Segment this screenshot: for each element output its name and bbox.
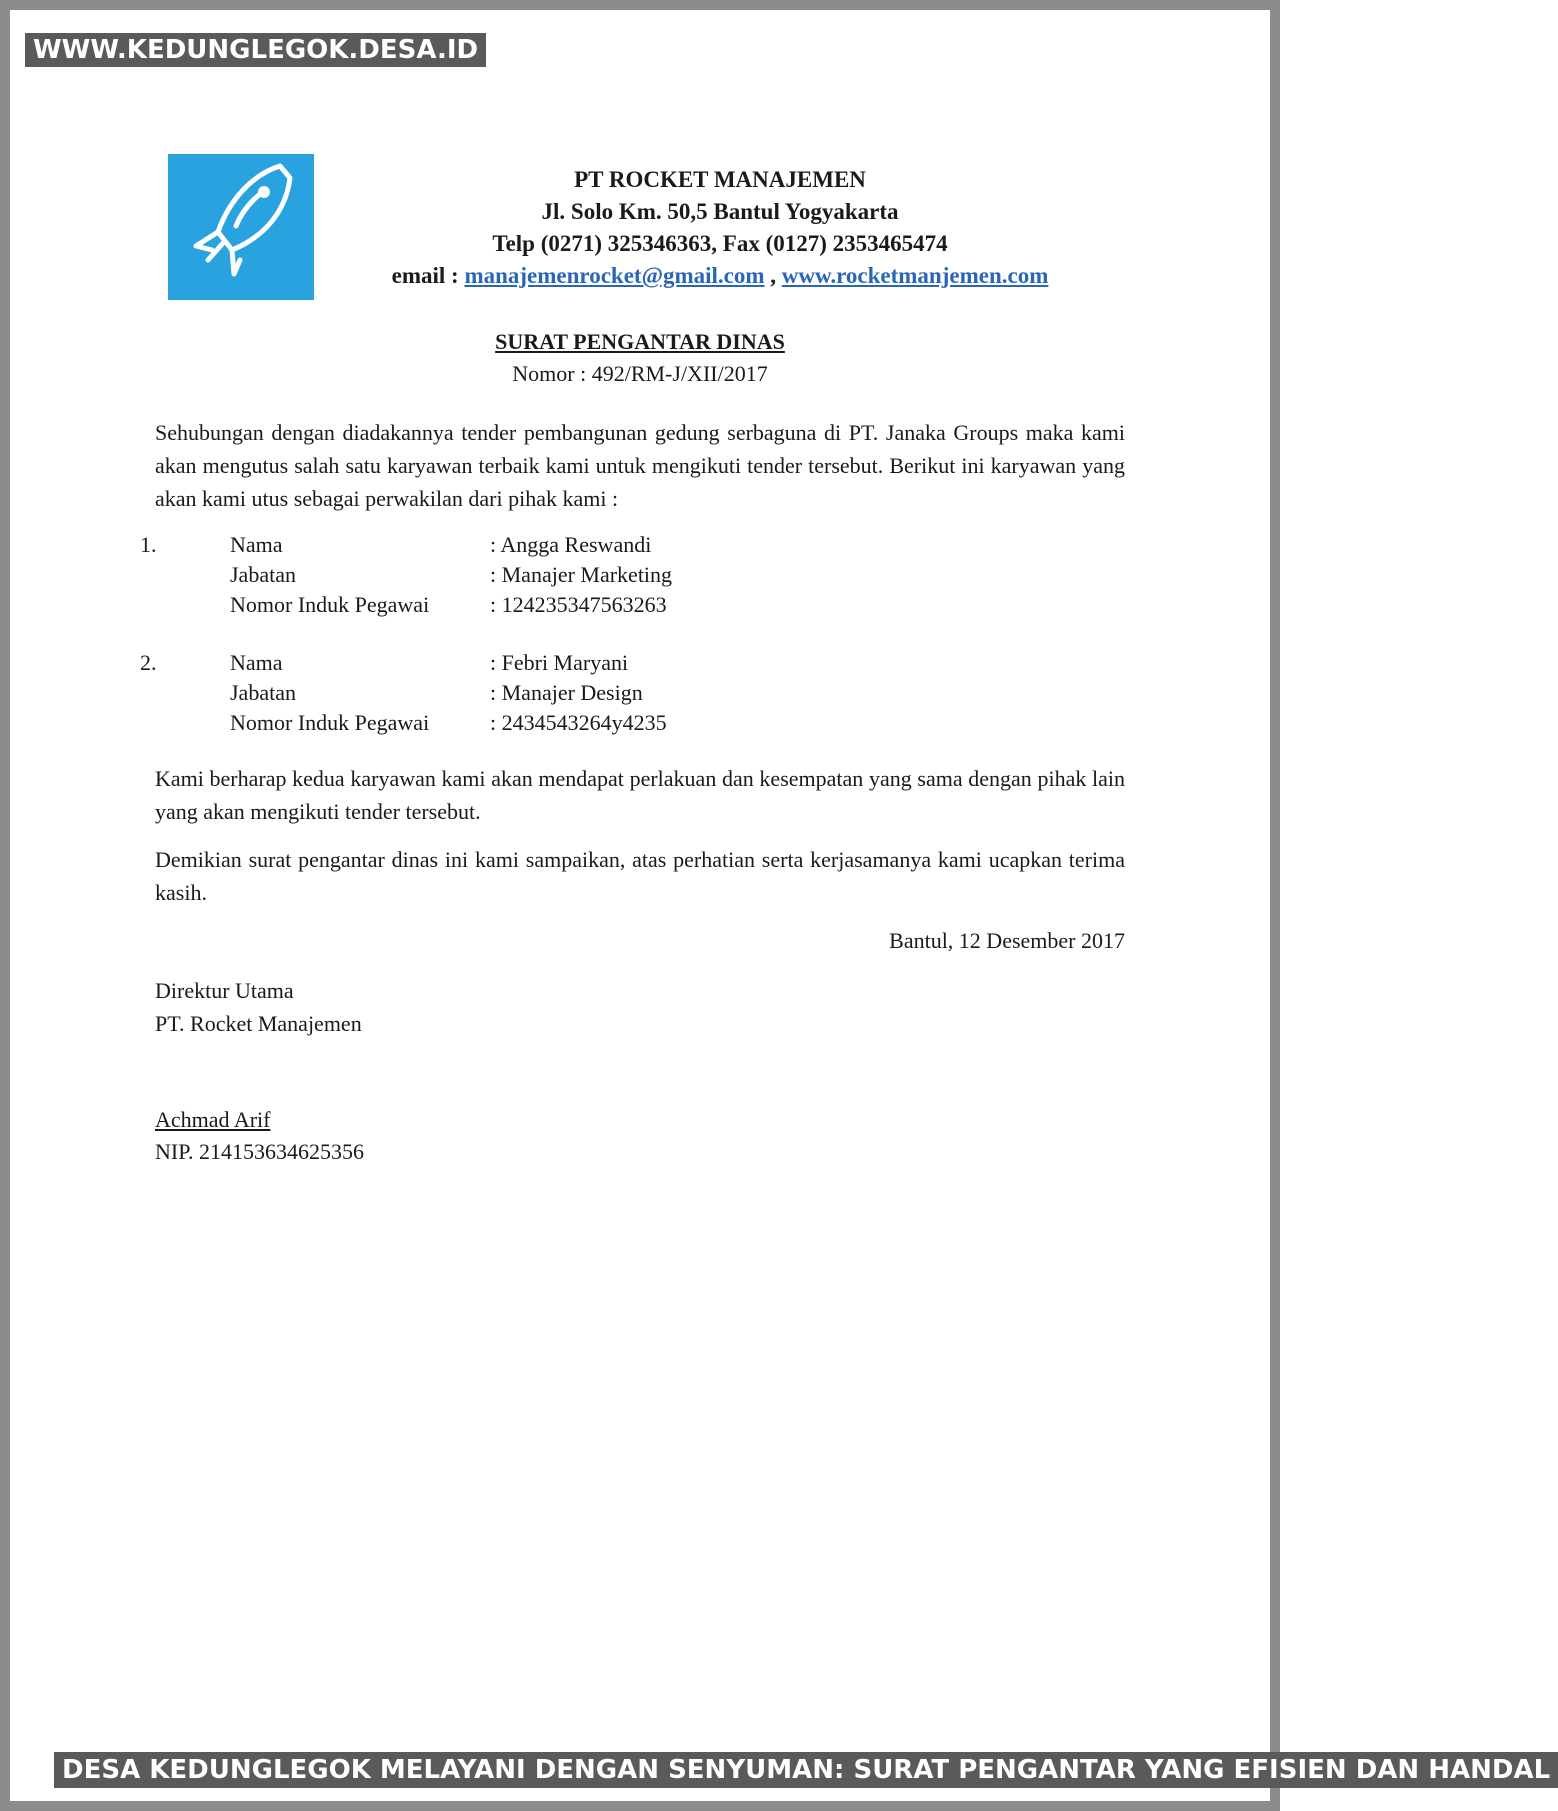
signer-company: PT. Rocket Manajemen bbox=[155, 1011, 362, 1036]
employee-id: : 124235347563263 bbox=[490, 592, 667, 617]
employee-entry bbox=[140, 530, 1040, 620]
document-heading bbox=[340, 326, 940, 390]
signer-block bbox=[155, 974, 362, 1040]
site-banner-top: WWW.KEDUNGLEGOK.DESA.ID bbox=[25, 33, 486, 67]
employee-position: : Manajer Marketing bbox=[490, 562, 673, 587]
email-link[interactable]: manajemenrocket@gmail.com bbox=[464, 263, 765, 288]
website-link[interactable]: www.rocketmanjemen.com bbox=[781, 263, 1049, 288]
signature-block bbox=[155, 1104, 364, 1168]
employee-name: : Angga Reswandi bbox=[490, 532, 652, 557]
employee-name: : Febri Maryani bbox=[490, 650, 629, 675]
intro-paragraph: Sehubungan dengan diadakannya tender pembangunan gedung serbaguna di PT. Janaka Groups maka kami akan mengutus salah satu karyawan terbaik kami untuk mengikuti tender tersebut. Berikut ini karyawan yang akan kami utus sebagai perwakilan dari pihak kami : bbox=[155, 420, 1125, 511]
company-name: PT ROCKET MANAJEMEN bbox=[574, 167, 866, 192]
signer-nip: NIP. 214153634625356 bbox=[155, 1139, 365, 1164]
place-date: Bantul, 12 Desember 2017 bbox=[889, 928, 1125, 953]
company-address: Jl. Solo Km. 50,5 Bantul Yogyakarta bbox=[541, 199, 899, 224]
rocket-logo-icon bbox=[168, 154, 314, 300]
closing-paragraph: Demikian surat pengantar dinas ini kami sampaikan, atas perhatian serta kerjasamanya kami ucapkan terima kasih. bbox=[155, 847, 1125, 905]
company-logo bbox=[168, 154, 314, 300]
letterhead bbox=[340, 164, 1100, 292]
document-title: SURAT PENGANTAR DINAS bbox=[495, 329, 785, 354]
contact-separator: , bbox=[764, 263, 782, 288]
employee-number: 1. bbox=[140, 532, 157, 557]
company-contact bbox=[340, 260, 1100, 292]
employee-position: : Manajer Design bbox=[490, 680, 643, 705]
site-banner-bottom: DESA KEDUNGLEGOK MELAYANI DENGAN SENYUMAN: SURAT PENGANTAR YANG EFISIEN DAN HANDAL bbox=[54, 1752, 1558, 1788]
signer-role: Direktur Utama bbox=[155, 978, 294, 1003]
company-phone: Telp (0271) 325346363, Fax (0127) 2353465474 bbox=[492, 231, 948, 256]
name-label: Nama bbox=[230, 532, 283, 557]
position-label: Jabatan bbox=[230, 680, 296, 705]
employee-id: : 2434543264y4235 bbox=[490, 710, 667, 735]
id-label: Nomor Induk Pegawai bbox=[230, 710, 430, 735]
position-label: Jabatan bbox=[230, 562, 296, 587]
document-number: Nomor : 492/RM-J/XII/2017 bbox=[512, 361, 768, 386]
employee-number: 2. bbox=[140, 650, 157, 675]
signer-name: Achmad Arif bbox=[155, 1107, 271, 1132]
id-label: Nomor Induk Pegawai bbox=[230, 592, 430, 617]
email-label: email : bbox=[391, 263, 465, 288]
employee-entry bbox=[140, 648, 1040, 738]
name-label: Nama bbox=[230, 650, 283, 675]
hope-paragraph: Kami berharap kedua karyawan kami akan mendapat perlakuan dan kesempatan yang sama dengan pihak lain yang akan mengikuti tender tersebut. bbox=[155, 766, 1125, 824]
